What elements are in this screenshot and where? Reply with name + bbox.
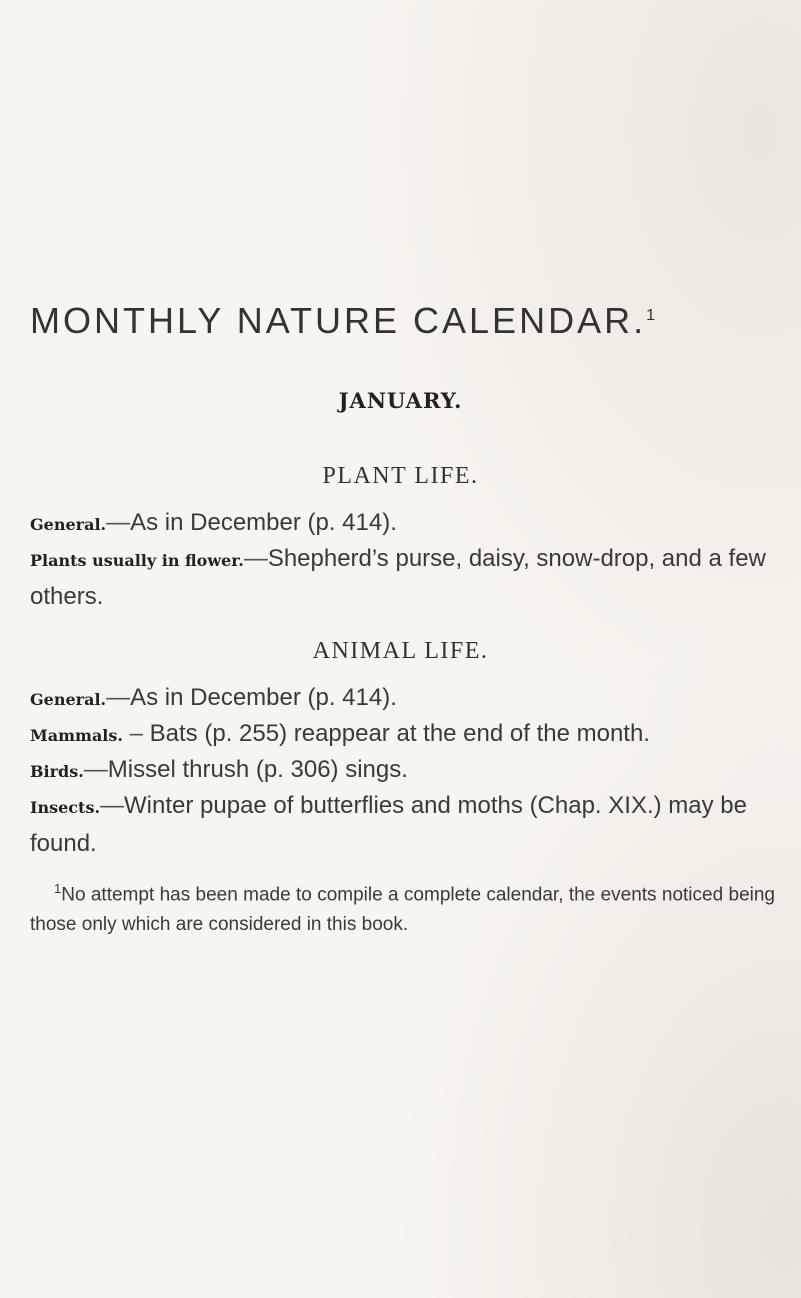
insects-entry [30, 788, 770, 862]
birds-entry [30, 752, 770, 790]
entry-text: Shepherd’s purse, daisy, snow-drop, and a few others. [30, 545, 766, 610]
plant-general-entry [30, 505, 770, 543]
entry-dash: — [106, 684, 131, 711]
entry-label: General. [30, 690, 107, 709]
footnote-text: No attempt has been made to compile a complete calendar, the events noticed being those only which are considered in this book. [30, 884, 775, 936]
entry-text: Bats (p. 255) reappear at the end of the month. [149, 720, 650, 747]
entry-dash: — [106, 509, 131, 536]
entry-label: Mammals. [30, 726, 123, 745]
animal-general-entry [30, 680, 770, 718]
entry-dash: — [243, 545, 268, 572]
page-title-text: MONTHLY NATURE CALENDAR. [30, 300, 647, 341]
animal-life-heading: ANIMAL LIFE. [312, 638, 489, 664]
footnote [30, 874, 775, 940]
entry-text: Missel thrush (p. 306) sings. [107, 756, 408, 783]
plant-life-heading: PLANT LIFE. [322, 463, 479, 489]
plants-in-flower-entry [30, 541, 770, 615]
entry-dash: — [100, 792, 125, 819]
entry-text: As in December (p. 414). [130, 509, 397, 536]
entry-label: Insects. [30, 798, 101, 817]
entry-dash: – [122, 720, 150, 747]
page-title [30, 300, 790, 342]
entry-label: General. [30, 515, 107, 534]
title-footnote-mark: 1 [646, 307, 655, 324]
entry-text: Winter pupae of butterflies and moths (Chap. XIX.) may be found. [30, 792, 747, 857]
month-heading: JANUARY. [338, 388, 463, 413]
mammals-entry [30, 716, 770, 754]
entry-label: Plants usually in flower. [30, 551, 244, 570]
entry-dash: — [83, 756, 108, 783]
entry-label: Birds. [30, 762, 84, 781]
entry-text: As in December (p. 414). [130, 684, 397, 711]
footnote-mark: 1 [54, 881, 62, 896]
